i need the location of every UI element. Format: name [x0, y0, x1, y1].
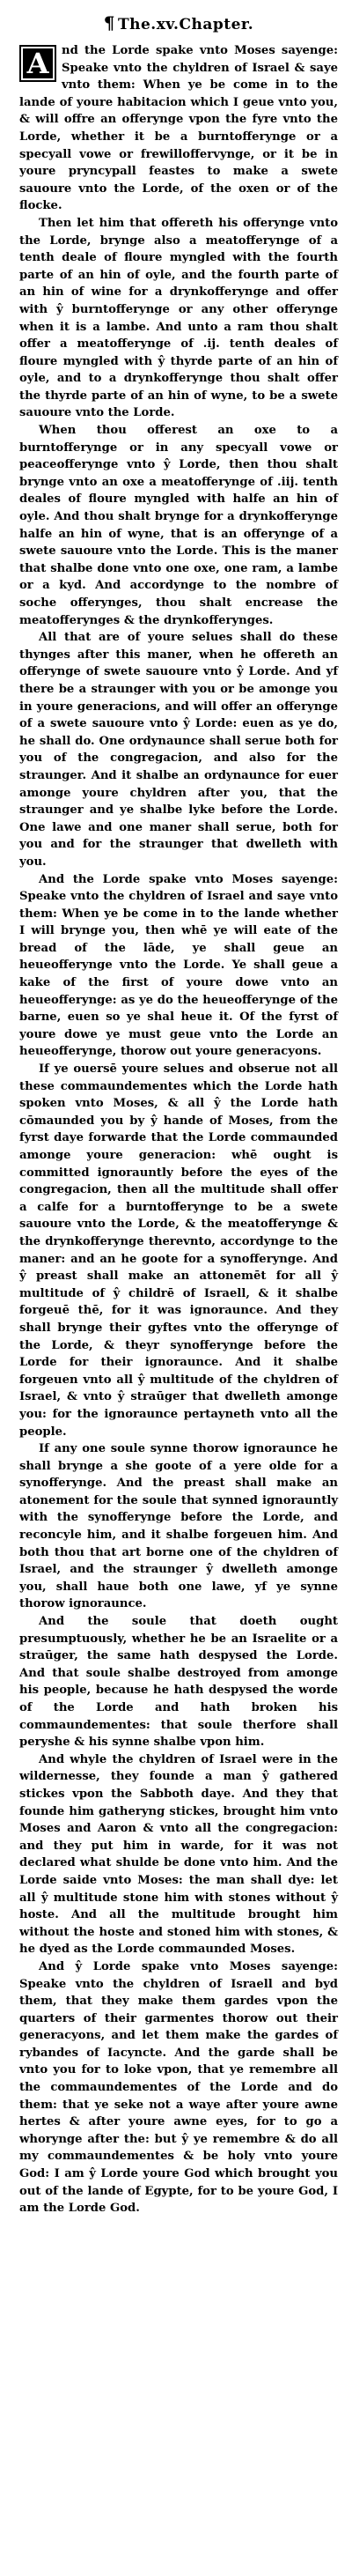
chapter-heading: [19, 12, 338, 33]
paragraph: When thou offerest an oxe to a burntofferynge or in any specyall vowe or peaceofferynge vnto ŷ Lorde, then thou shalt brynge vnto an oxe a meatofferynge of .iij. tenth deales of floure myngled with halfe an hin of oyle. And thou shalt brynge for a drynkofferynge halfe an hin of wyne, that is an offerynge of a swete sauoure vnto the Lorde. This is the maner that shalbe done vnto one oxe, one ram, a lambe or a kyd. And accordynge to the nombre of soche offerynges, thou shalt encrease the meatofferynges & the drynkofferynges.: [19, 424, 338, 627]
paragraph-text: nd the Lorde spake vnto Moses sayenge: Speake vnto the chyldren of Israel & saye vnto them: When ye be come in to the lande of youre habitacion which I geue vnto you, & will offre an offerynge vpon the fyre vnto the Lorde, whether it be a burntofferynge or a specyall vowe or frewilloffervynge, or it be in youre pryncypall feastes to make a swete sauoure vnto the Lorde, of the oxen or of the flocke.: [19, 44, 338, 213]
chapter-title: The.xv.Chapter.: [117, 16, 254, 33]
paragraph: If any one soule synne thorow ignoraunce he shall brynge a she goote of a yere olde for a synofferynge. And the preast shall make an atonement for the soule that synned ignorauntly with the synofferynge before the Lorde, and reconcyle him, and it shalbe forgeuen him. And both thou that art borne one of the chyldren of Israel, and the straunger ŷ dwelleth amonge you, shall haue both one lawe, yf ye synne thorow ignoraunce.: [19, 1442, 338, 1611]
paragraph: If ye ouersē youre selues and obserue not all these commaundementes which the Lorde hath spoken vnto Moses, & all ŷ the Lorde hath cōmaunded you by ŷ hande of Moses, from the fyrst daye forwarde that the Lorde commaunded amonge youre generacion: whē ought is committed ignorauntly before the eyes of the congregacion, then all the multitude shall offer a calfe for a burntofferynge to be a swete sauoure vnto the Lorde, & the meatofferynge & the drynkofferynge therevnto, accordynge to the maner: and an he goote for a synofferynge. And ŷ preast shall make an attonemēt for all ŷ multitude of ŷ childrē of Israell, & it shalbe forgeuē thē, for it was ignoraunce. And they shall brynge their gyftes vnto the offerynge of the Lorde, & theyr synofferynge before the Lorde for their ignoraunce. And it shalbe forgeuen vnto all ŷ multitude of the chyldren of Israel, & vnto ŷ straūger that dwelleth amonge you: for the ignoraunce pertayneth vnto all the people.: [19, 1062, 338, 1439]
pilcrow-icon: ¶: [103, 12, 115, 33]
paragraph: And whyle the chyldren of Israel were in the wildernesse, they founde a man ŷ gathered stickes vpon the Sabboth daye. And they that founde him gatheryng stickes, brought him vnto Moses and Aaron & vnto all the congregacion: and they put him in warde, for it was not declared what shulde be done vnto him. And the Lorde saide vnto Moses: the man shall dye: let all ŷ multitude stone him with stones without ŷ hoste. And all the multitude brought him without the hoste and stoned him with stones, & he dyed as the Lorde commaunded Moses.: [19, 1752, 338, 1957]
paragraph: All that are of youre selues shall do these thynges after this maner, when he offereth an offerynge of swete sauoure vnto ŷ Lorde. And yf there be a straunger with you or be amonge you in youre generacions, and will offer an offerynge of a swete sauoure vnto ŷ Lorde: euen as ye do, he shall do. One ordynaunce shall serue both for you of the congregacion, and also for the straunger. And it shalbe an ordynaunce for euer amonge youre chyldren after you, that the straunger and ye shalbe lyke before the Lorde. One lawe and one maner shall serue, both for you and for the straunger that dwelleth with you.: [19, 631, 338, 869]
paragraph: [19, 42, 338, 215]
paragraph: And the Lorde spake vnto Moses sayenge: Speake vnto the chyldren of Israel and saye vnto them: When ye be come in to the lande whether I will brynge you, then whē ye will eate of the bread of the lāde, ye shall geue an heueofferynge vnto the Lorde. Ye shall geue a kake of the first of youre dowe vnto an heueofferynge: as ye do the heueofferynge of the barne, euen so ye shal heue it. Of the fyrst of youre dowe ye must geue vnto the Lorde an heueofferynge, thorow out youre generacyons.: [19, 872, 338, 1059]
paragraph: Then let him that offereth his offerynge vnto the Lorde, brynge also a meatofferynge of a tenth deale of floure myngled with the fourth parte of an hin of oyle, and the fourth parte of an hin of wine for a drynkofferynge and offer with ŷ burntofferynge or any other offerynge when it is a lambe. And unto a ram thou shalt offer a meatofferynge of .ij. tenth deales of floure myngled with ŷ thyrde parte of an hin of oyle, and to a drynkofferynge thou shalt offer the thyrde parte of an hin of wyne, to be a swete sauoure vnto the Lorde.: [19, 216, 338, 420]
paragraph: And the soule that doeth ought presumptuously, whether he be an Israelite or a straūger, the same hath despysed the Lorde. And that soule shalbe destroyed from amonge his people, because he hath despysed the worde of the Lorde and hath broken his commaundementes: that soule therfore shall peryshe & his synne shalbe vpon him.: [19, 1615, 338, 1750]
chapter-body: [19, 42, 338, 2217]
paragraph: And ŷ Lorde spake vnto Moses sayenge: Speake vnto the chyldren of Israell and byd them, that they make them gardes vpon the quarters of their garmentes thorow out their generacyons, and let them make the gardes of rybandes of Iacyncte. And the garde shall be vnto you for to loke vpon, that ye remembre all the commaundementes of the Lorde and do them: that ye seke not a waye after youre awne hertes & after youre awne eyes, for to go a whorynge after the: but ŷ ye remembre & do all my commaundementes & be holy vnto youre God: I am ŷ Lorde youre God which brought you out of the lande of Egypte, for to be youre God, I am the Lorde God.: [19, 1959, 338, 2216]
drop-cap-initial: A: [19, 45, 56, 82]
